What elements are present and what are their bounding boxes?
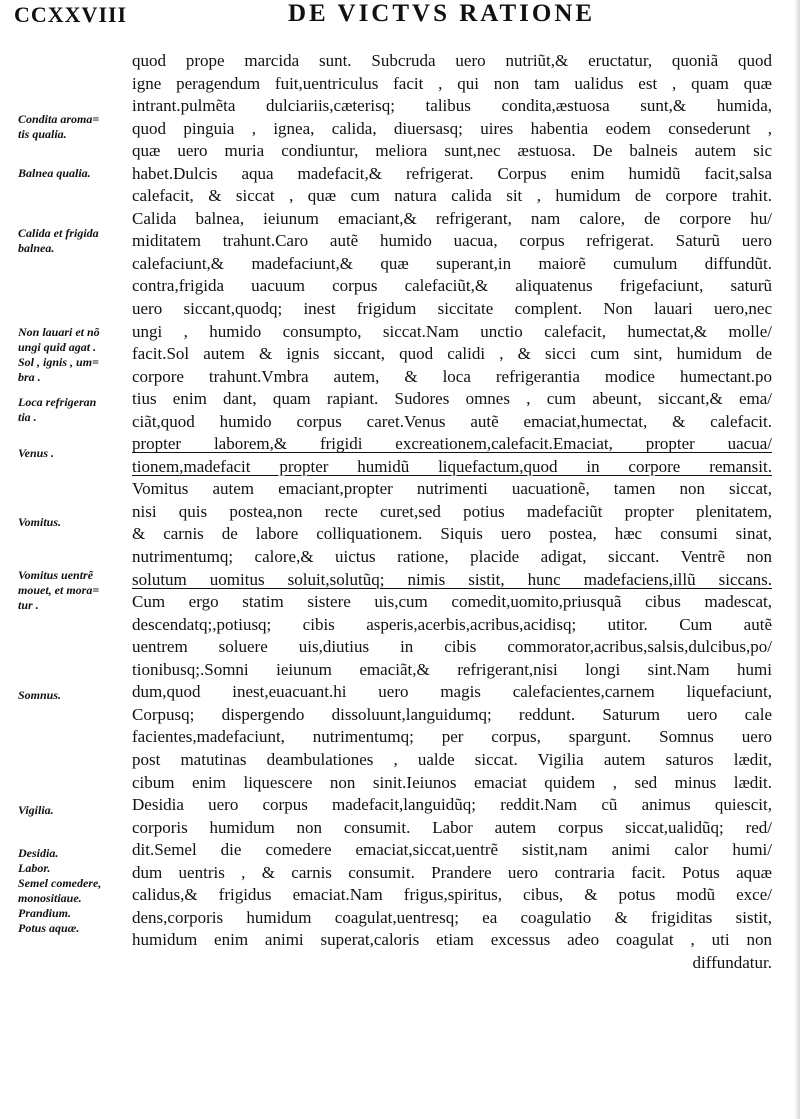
body-line: uero siccant,quodq; inest frigidum siccitate complent. Non lauari uero,nec <box>132 299 772 319</box>
body-line: contra,frigida uacuum corpus calefaciũt,& aliquatenus frigefaciunt, saturũ <box>132 276 772 296</box>
body-line: intrant.pulmẽta dulciariis,cæterisq; talibus condita,æstuosa sunt,& humida, <box>132 96 772 116</box>
marginal-note-vigilia <box>18 803 134 818</box>
marginal-note-venus <box>18 446 134 461</box>
marginal-note-line: Somnus. <box>18 688 62 702</box>
marginal-note-line: tur . <box>18 598 39 612</box>
marginal-note-loca <box>18 395 134 425</box>
marginal-note-line: Vomitus uentrẽ <box>18 568 94 582</box>
body-line: facit.Sol autem & ignis siccant, quod calidi , & sicci cum sint, humidum de <box>132 344 772 364</box>
marginal-note-line: ungi quid agat . <box>18 340 97 354</box>
folio-number: CCXXVIII <box>14 2 128 27</box>
body-line: quod pinguia , ignea, calida, diuersasq; uires habentia eodem consederunt , <box>132 118 772 138</box>
body-line: igne peragendum fuit,uentriculus facit , qui non tam ualidus est , quam quæ <box>132 73 772 93</box>
underlined-body-line: propter laborem,& frigidi excreationem,calefacit.Emaciat, propter uacua/ <box>132 434 772 454</box>
marginal-note-line: mouet, et mora= <box>18 583 100 597</box>
body-line: dum uentris , & carnis consumit. Prandere uero contraria facit. Potus aquæ <box>132 862 772 882</box>
running-head: DE VICTVS RATIONE <box>288 0 596 27</box>
body-line: facientes,madefaciunt, nutrimentumq; per corpus, spargunt. Somnus uero <box>132 727 772 747</box>
body-line: nutrimentumq; calore,& uictus ratione, placide adigat, siccant. Ventrẽ non <box>132 547 772 567</box>
marginal-note-line: Potus aquæ. <box>18 921 80 935</box>
body-line: nisi quis postea,non recte curet,sed potius madefaciũt propter plenitatem, <box>132 501 772 521</box>
marginal-note-line: Calida et frigida <box>18 226 99 240</box>
marginal-note-line: Desidia. <box>18 846 59 860</box>
body-line: Cum ergo statim sistere uis,cum comedit,uomito,priusquã cibus madescat, <box>132 592 772 612</box>
body-line: tius enim dant, quam rapiant. Sudores omnes , cum abeunt, siccant,& ema/ <box>132 389 772 409</box>
marginal-note-calida <box>18 226 134 256</box>
marginal-note-vomitus <box>18 515 134 530</box>
underlined-body-line: solutum uomitus soluit,solutũq; nimis sistit, hunc madefaciens,illũ siccans. <box>132 569 772 589</box>
body-line: post matutinas deambulationes , ualde siccat. Vigilia autem saturos lædit, <box>132 749 772 769</box>
underlined-body-line: tionem,madefacit propter humidũ liquefactum,quod in corpore remansit. <box>132 456 772 476</box>
marginal-note-line: Prandium. <box>18 906 72 920</box>
body-line: uentrem soluere uis,diutius in cibis commorator,acribus,salsis,dulcibus,po/ <box>132 637 772 657</box>
marginal-note-line: Balnea qualia. <box>18 166 91 180</box>
marginal-note-somnus <box>18 688 134 703</box>
body-line: humidum enim animi superat,caloris etiam excessus adeo coagulat , uti non <box>132 930 772 950</box>
body-line: dum,quod inest,euacuant.hi uero magis calefacientes,carnem liquefaciunt, <box>132 682 772 702</box>
marginal-note-line: Vigilia. <box>18 803 54 817</box>
marginal-note-desidia <box>18 846 134 936</box>
body-line: cibum enim liquescere non sinit.Ieiunos emaciat quidem , sed minus lædit. <box>132 772 772 792</box>
marginal-note-vomitus-ventrem <box>18 568 134 613</box>
marginal-note-line: Non lauari et nõ <box>18 325 100 339</box>
marginal-note-line: Condita aroma= <box>18 112 100 126</box>
body-line: calefaciunt,& madefaciunt,& quæ superant,in maiorẽ cumulum diffundũt. <box>132 253 772 273</box>
marginal-note-line: monositiaue. <box>18 891 82 905</box>
body-line: miditatem trahunt.Caro autẽ humido uacua, corpus refrigerat. Saturũ uero <box>132 231 772 251</box>
marginal-note-line: Semel comedere, <box>18 876 102 890</box>
marginal-note-line: tia . <box>18 410 37 424</box>
marginal-note-condita <box>18 112 134 142</box>
body-line: habet.Dulcis aqua madefacit,& refrigerat. Corpus enim humidũ facit,salsa <box>132 163 772 183</box>
marginal-note-line: tis qualia. <box>18 127 67 141</box>
marginal-note-line: bra . <box>18 370 41 384</box>
body-line: calefacit, & siccat , quæ cum natura calida sit , humidum de corpore trahit. <box>132 186 772 206</box>
body-line: tionibusq;.Somni ieiunum emaciãt,& refrigerant,nisi longi sint.Nam humi <box>132 659 772 679</box>
marginal-note-line: balnea. <box>18 241 55 255</box>
body-line: corporis humidum non consumit. Labor autem corpus siccat,ualidũq; red/ <box>132 817 772 837</box>
scan-edge-shadow <box>794 0 800 1119</box>
marginal-note-line: Venus . <box>18 446 55 460</box>
marginal-note-line: Sol , ignis , um= <box>18 355 99 369</box>
body-line: Corpusq; dispergendo dissoluunt,languidumq; reddunt. Saturum uero cale <box>132 704 772 724</box>
body-text <box>132 50 772 974</box>
body-line: Vomitus autem emaciant,propter nutrimenti uacuationẽ, tamen non siccat, <box>132 479 772 499</box>
marginal-note-line: Loca refrigeran <box>18 395 97 409</box>
body-line: Desidia uero corpus madefacit,languidũq; reddit.Nam cũ animus quiescit, <box>132 795 772 815</box>
body-line: descendatq;,potiusq; cibis asperis,acerbis,acribus,acidisq; utitor. Cum autẽ <box>132 614 772 634</box>
marginal-note-line: Labor. <box>18 861 51 875</box>
body-line: Calida balnea, ieiunum emaciant,& refrigerant, nam calore, de corpore hu/ <box>132 208 772 228</box>
marginal-note-line: Vomitus. <box>18 515 62 529</box>
body-line: ungi , humido consumpto, siccat.Nam unctio calefacit, humectat,& molle/ <box>132 321 772 341</box>
body-line: quæ uero muria condiuntur, meliora sunt,nec æstuosa. De balneis autem sic <box>132 141 772 161</box>
marginal-note-non-lauari <box>18 325 134 385</box>
body-line: quod prope marcida sunt. Subcruda uero nutriũt,& eructatur, quoniã quod <box>132 51 772 70</box>
body-line: & carnis de labore colliquationem. Siquis uero postea, hæc consumi sinat, <box>132 524 772 544</box>
body-line: ciãt,quod humido corpus caret.Venus autẽ emaciat,humectat, & calefacit. <box>132 411 772 431</box>
body-line: dit.Semel die comedere emaciat,siccat,uentrẽ sistit,nam animi calor humi/ <box>132 840 772 860</box>
marginal-note-balnea <box>18 166 134 181</box>
body-line: dens,corporis humidum coagulat,uentresq; ea coagulatio & frigiditas sistit, <box>132 907 772 927</box>
body-line-final: diffundatur. <box>692 952 772 972</box>
body-line: calidus,& frigidus emaciat.Nam frigus,spiritus, cibus, & potus modũ exce/ <box>132 885 772 905</box>
body-line: corpore trahunt.Vmbra autem, & loca refrigerantia modice humectant.po <box>132 366 772 386</box>
